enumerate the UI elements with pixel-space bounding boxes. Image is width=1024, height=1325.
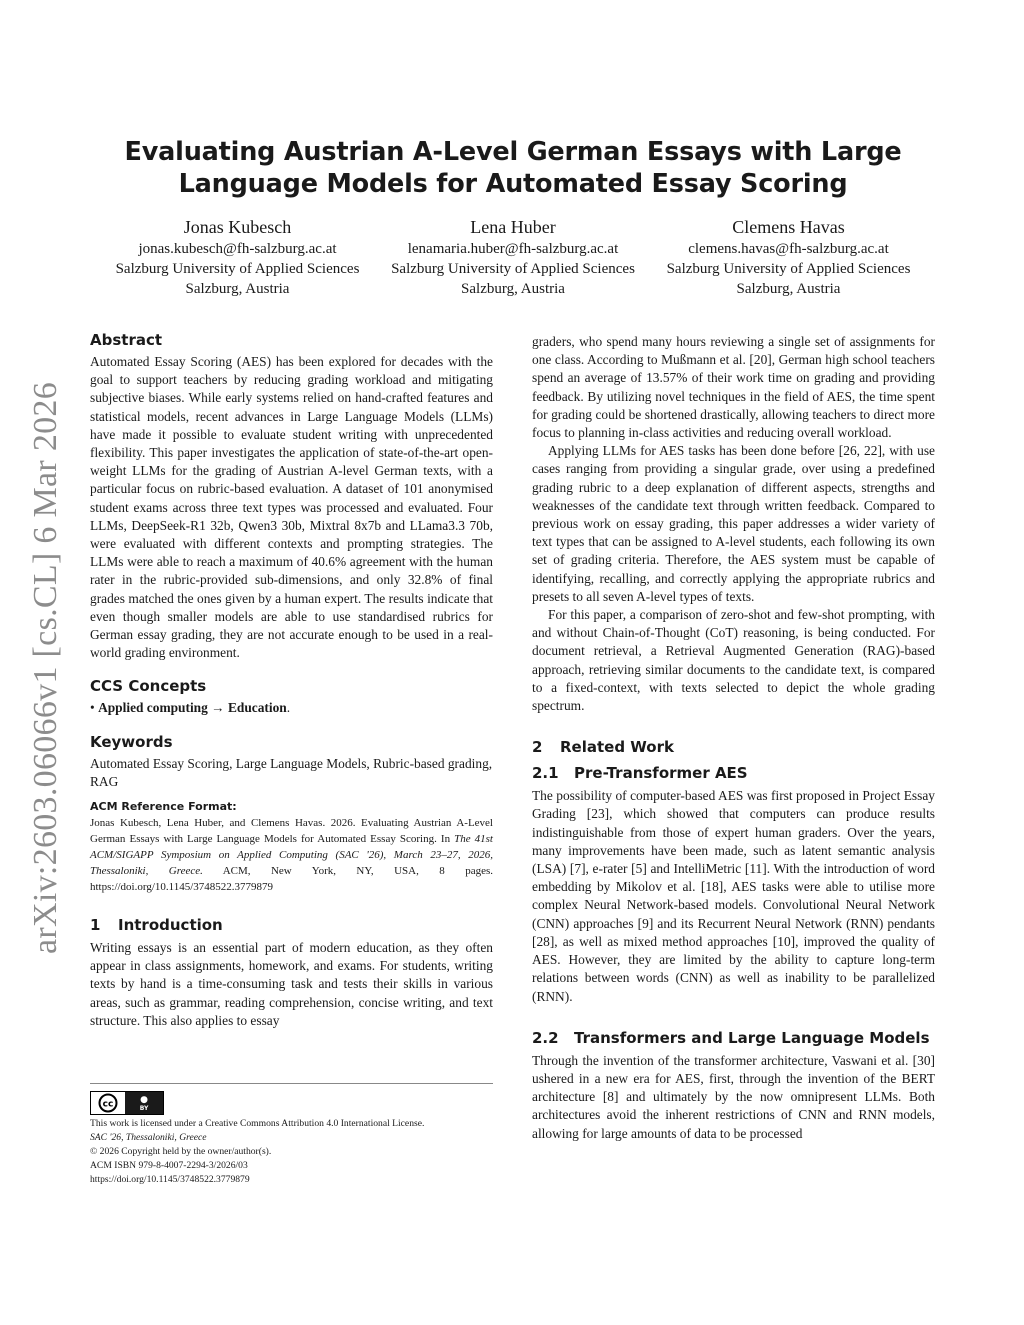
- section-number: 2: [532, 738, 543, 757]
- transformers-paragraph: Through the invention of the transformer architecture, Vaswani et al. [30] ushered in a new era for AES, first, through the invention of the BERT architecture [8] and ultimately by the now omnipresent LLMs. Both architectures avoid the inherent restrictions of CNN and RNN models, allowing for large amounts of data to be processed: [532, 1052, 935, 1141]
- author-affiliation: Salzburg University of Applied Sciences: [666, 261, 911, 277]
- author-name: Jonas Kubesch: [183, 217, 292, 237]
- bullet: •: [90, 700, 95, 716]
- intro-paragraph-1: Writing essays is an essential part of modern education, as they often appear in class assignments, homework, and exams. For students, writing texts by hand is a time-consuming task and tests their skills in various areas, such as grammar, reading comprehension, concise writing, and text structure. This also applies to essay: [90, 940, 493, 1028]
- arxiv-identifier: arXiv:2603.06066v1 [cs.CL] 6 Mar 2026: [27, 381, 64, 955]
- subsection-title: Pre-Transformer AES: [574, 764, 748, 783]
- author-location: Salzburg, Austria: [736, 281, 841, 297]
- keywords-heading: Keywords: [90, 732, 173, 751]
- ccs-heading: CCS Concepts: [90, 677, 207, 696]
- ccs-subitem: Education: [227, 700, 287, 716]
- intro-heading: [90, 915, 493, 935]
- ccs-concept: [90, 699, 493, 717]
- subsection-title: Transformers and Large Language Models: [574, 1028, 930, 1047]
- section-number: 1: [90, 916, 101, 935]
- acm-reference: [90, 799, 493, 895]
- cc-icon: [91, 1092, 125, 1114]
- author-email[interactable]: lenamaria.huber@fh-salzburg.ac.at: [407, 241, 619, 257]
- intro-paragraph-2: Applying LLMs for AES tasks has been done before [26, 22], with use cases ranging from providing a singular grade, over using a predefined grading rubric to a deep explanation of different aspects, strengths and weaknesses of the candidate text through written feedback. Compared to previous work on essay grading, this paper addresses a wider variety of text types that can be assigned to A-level students, each following its own set of grading criteria. Therefore, the AES system must be capable of identifying, recalling, and correctly applying the appropriate rubrics and presets to all seven A-level types of texts.: [532, 443, 935, 604]
- author-block: [100, 215, 926, 299]
- intro-paragraph-1-continued: graders, who spend many hours reviewing a single set of assignments for one class. According to Mußmann et al. [20], German high school teachers spend an average of 13.57% of their work time on grading and providing feedback. By utilizing novel techniques in the field of AES, the time spent for grading could be shortened drastically, allowing teachers to direct more focus to planning in-class activities and reducing overall workload.: [532, 334, 935, 441]
- pre-transformer-paragraph: The possibility of computer-based AES was first proposed in Project Essay Grading [23], which showed that computers can produce results indistinguishable from those of expert human graders. Over the years, many improvements have been made, such as latent semantic analysis (LSA) [7], e-rater [5] and IntelliMetric [11]. With the introduction of word embedding by Mikolov et al. [18], AES tasks were able to utilise more complex Neural Network-based models. Convolutional Neural Network (CNN) approaches [9] and its Recurrent Neural Network (RNN) pendants [28], as well as mixed method approaches [10], improved the quality of AES. However, they are limited by the ability to capture long-term relations between words (CNN) as well as inability to be parallelized (RNN).: [532, 788, 935, 1004]
- intro-paragraph-3: For this paper, a comparison of zero-shot and few-shot prompting, with and without Chain-of-Thought (CoT) reasoning, is being conducted. For document retrieval, a Retrieval Augmented Generation (RAG)-based approach, retrieving similar documents to the candidate text, is compared to a fixed-context, with texts selected to depict the whole grading spectrum.: [532, 607, 935, 714]
- author-name: Clemens Havas: [732, 217, 845, 237]
- author-location: Salzburg, Austria: [185, 281, 290, 297]
- subsection-number: 2.2: [532, 1028, 559, 1047]
- copyright-line: © 2026 Copyright held by the owner/author(s).: [90, 1146, 272, 1157]
- acm-reference-tail: ACM, New York, NY, USA, 8 pages. https://doi.org/10.1145/3748522.3779879: [90, 865, 493, 894]
- arrow-icon: →: [211, 700, 225, 716]
- left-column: [90, 330, 493, 1030]
- author-email[interactable]: clemens.havas@fh-salzburg.ac.at: [688, 241, 889, 257]
- paper-title: Evaluating Austrian A-Level German Essays with Large Language Models for Automated Essay Scoring: [124, 137, 902, 199]
- section-title: Introduction: [118, 916, 223, 935]
- keywords-text: Automated Essay Scoring, Large Language Models, Rubric-based grading, RAG: [90, 755, 493, 789]
- section-title: Related Work: [560, 738, 674, 757]
- author-affiliation: Salzburg University of Applied Sciences: [115, 261, 360, 277]
- ccs-item: Applied computing: [98, 700, 208, 716]
- abstract-heading: Abstract: [90, 331, 163, 349]
- cc-by-license-badge[interactable]: [90, 1091, 164, 1115]
- subsection-heading-2-1: [532, 763, 935, 783]
- author-2: [376, 215, 651, 299]
- ccs-period: .: [286, 700, 291, 716]
- license-line: This work is licensed under a Creative Commons Attribution 4.0 International License.: [90, 1118, 425, 1129]
- subsection-heading-2-2: [532, 1028, 935, 1048]
- person-icon: ●: [140, 1094, 148, 1105]
- acm-reference-venue: The 41st ACM/SIGAPP Symposium on Applied Computing (SAC '26), March 23–27, 2026, Thessaloniki, Greece.: [90, 833, 493, 878]
- by-label: BY: [139, 1104, 149, 1112]
- author-email[interactable]: jonas.kubesch@fh-salzburg.ac.at: [138, 241, 337, 257]
- isbn-line: ACM ISBN 979-8-4007-2294-3/2026/03: [90, 1160, 248, 1171]
- by-icon: [125, 1092, 163, 1114]
- footnote-divider: [90, 1083, 493, 1084]
- acm-reference-lead: Jonas Kubesch, Lena Huber, and Clemens Havas. 2026. Evaluating Austrian A-Level German Essays with Large Language Models for Automated Essay Scoring. In: [90, 817, 493, 846]
- conference-line: SAC '26, Thessaloniki, Greece: [90, 1132, 207, 1143]
- acm-reference-heading: ACM Reference Format:: [90, 800, 237, 814]
- cc-label: cc: [102, 1099, 114, 1110]
- doi-link[interactable]: https://doi.org/10.1145/3748522.3779879: [90, 1174, 250, 1185]
- abstract-text: Automated Essay Scoring (AES) has been explored for decades with the goal to support teachers by reducing grading workload and mitigating subjective biases. While early systems relied on hand-crafted features and statistical models, recent advances in Large Language Models (LLMs) have made it possible to evaluate student writing with unprecedented flexibility. This paper investigates the application of state-of-the-art open-weight LLMs for the grading of Austrian A-level German texts, with a particular focus on rubric-based evaluation. A dataset of 101 anonymised student exams across three text types was processed and evaluated. Four LLMs, DeepSeek-R1 32b, Qwen3 30b, Mixtral 8x7b and LLama3.3 70b, were evaluated with different contexts and prompting strategies. The LLMs were able to reach a maximum of 40.6% agreement with the human rater in the rubric-provided sub-dimensions, and only 32.8% of final grades matched the ones given by a human expert. The results indicate that even though smaller models are able to use standardised rubrics for German essay grading, they are not accurate enough to be used in a real-world grading environment.: [90, 354, 493, 661]
- author-1: [100, 215, 375, 299]
- author-name: Lena Huber: [470, 217, 556, 237]
- right-column: [532, 333, 935, 1143]
- author-affiliation: Salzburg University of Applied Sciences: [391, 261, 635, 277]
- related-work-heading: [532, 737, 935, 757]
- author-3: [651, 215, 926, 299]
- subsection-number: 2.1: [532, 764, 559, 783]
- license-footnote: [90, 1117, 500, 1187]
- author-location: Salzburg, Austria: [461, 281, 565, 297]
